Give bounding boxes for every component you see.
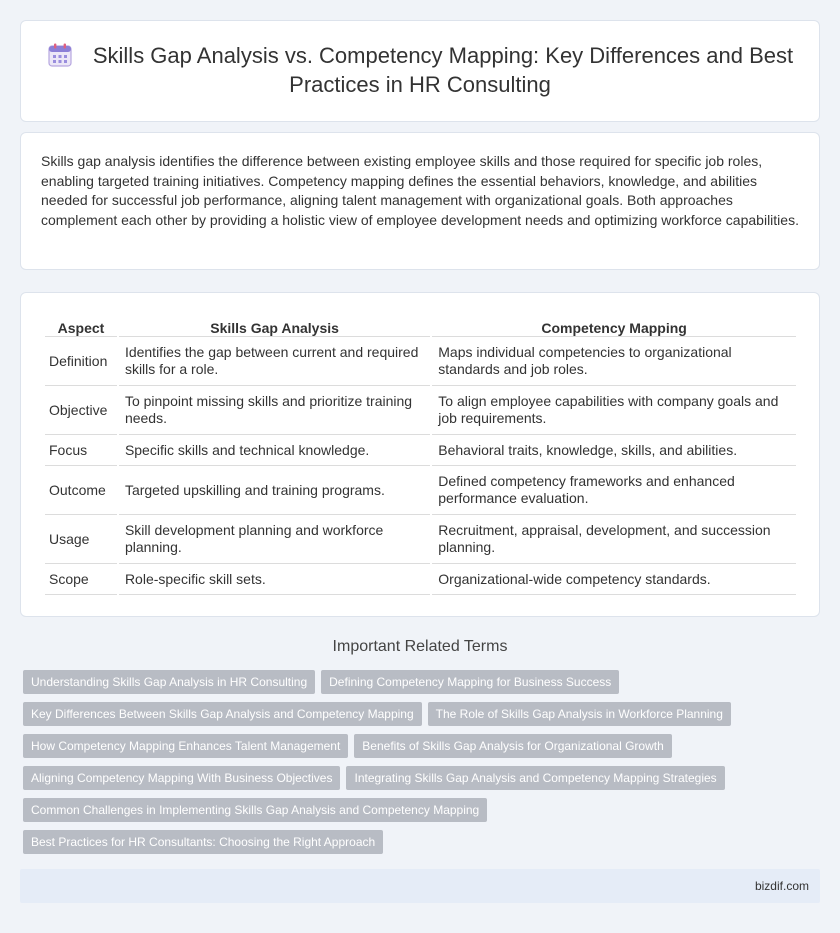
- table-row: [45, 435, 796, 466]
- table-row: [45, 564, 796, 595]
- skills-cell: To pinpoint missing skills and prioritize training needs.: [119, 386, 430, 435]
- table-header-row: [45, 314, 796, 337]
- footer-bar: [20, 869, 820, 903]
- tag-row: [23, 670, 823, 702]
- related-term-tag[interactable]: Common Challenges in Implementing Skills Gap Analysis and Competency Mapping: [23, 798, 487, 822]
- related-term-tag[interactable]: Best Practices for HR Consultants: Choosing the Right Approach: [23, 830, 383, 854]
- intro-paragraph: Skills gap analysis identifies the difference between existing employee skills and those required for specific job roles, enabling targeted training initiatives. Competency mapping defines the essential behaviors, knowledge, and abilities needed for successful job performance, aligning talent management with organizational goals. Both approaches complement each other by providing a holistic view of employee development needs and optimizing workforce capabilities.: [41, 153, 799, 228]
- table-row: [45, 386, 796, 435]
- aspect-cell: Focus: [45, 435, 117, 466]
- aspect-cell: Outcome: [45, 466, 117, 515]
- competency-cell: Defined competency frameworks and enhanced performance evaluation.: [432, 466, 796, 515]
- related-term-tag[interactable]: Aligning Competency Mapping With Business Objectives: [23, 766, 340, 790]
- site-link[interactable]: bizdif.com: [754, 879, 809, 893]
- page-title: Skills Gap Analysis vs. Competency Mapping: Key Differences and Best Practices in HR Consulting: [92, 43, 794, 97]
- related-term-tag[interactable]: Defining Competency Mapping for Business Success: [321, 670, 619, 694]
- related-term-tag[interactable]: Benefits of Skills Gap Analysis for Organizational Growth: [354, 734, 671, 758]
- related-term-tag[interactable]: The Role of Skills Gap Analysis in Workforce Planning: [428, 702, 731, 726]
- related-term-tag[interactable]: Key Differences Between Skills Gap Analysis and Competency Mapping: [23, 702, 422, 726]
- intro-card: [20, 132, 820, 270]
- table-row: [45, 337, 796, 386]
- aspect-cell: Usage: [45, 515, 117, 564]
- competency-cell: Organizational-wide competency standards.: [432, 564, 796, 595]
- competency-cell: To align employee capabilities with company goals and job requirements.: [432, 386, 796, 435]
- aspect-cell: Scope: [45, 564, 117, 595]
- aspect-cell: Definition: [45, 337, 117, 386]
- related-term-tag[interactable]: Understanding Skills Gap Analysis in HR Consulting: [23, 670, 315, 694]
- skills-cell: Role-specific skill sets.: [119, 564, 430, 595]
- calendar-icon: [47, 42, 73, 68]
- tag-row: [23, 766, 823, 798]
- related-term-tag[interactable]: How Competency Mapping Enhances Talent Management: [23, 734, 348, 758]
- page-title-wrap: [21, 41, 819, 99]
- related-terms-title: Important Related Terms: [332, 638, 508, 655]
- tag-row: [23, 798, 823, 830]
- tag-row: [23, 734, 823, 766]
- related-terms-list: [23, 670, 823, 862]
- skills-cell: Skill development planning and workforce planning.: [119, 515, 430, 564]
- tag-row: [23, 830, 823, 862]
- skills-cell: Specific skills and technical knowledge.: [119, 435, 430, 466]
- competency-cell: Recruitment, appraisal, development, and succession planning.: [432, 515, 796, 564]
- comparison-table: [43, 314, 798, 595]
- skills-cell: Targeted upskilling and training programs.: [119, 466, 430, 515]
- header-skills-gap: Skills Gap Analysis: [119, 314, 430, 337]
- title-card: [20, 20, 820, 122]
- header-competency: Competency Mapping: [432, 314, 796, 337]
- competency-cell: Behavioral traits, knowledge, skills, and abilities.: [432, 435, 796, 466]
- related-term-tag[interactable]: Integrating Skills Gap Analysis and Competency Mapping Strategies: [346, 766, 724, 790]
- competency-cell: Maps individual competencies to organizational standards and job roles.: [432, 337, 796, 386]
- aspect-cell: Objective: [45, 386, 117, 435]
- header-aspect: Aspect: [45, 314, 117, 337]
- skills-cell: Identifies the gap between current and required skills for a role.: [119, 337, 430, 386]
- comparison-card: [20, 292, 820, 617]
- tag-row: [23, 702, 823, 734]
- table-row: [45, 515, 796, 564]
- table-row: [45, 466, 796, 515]
